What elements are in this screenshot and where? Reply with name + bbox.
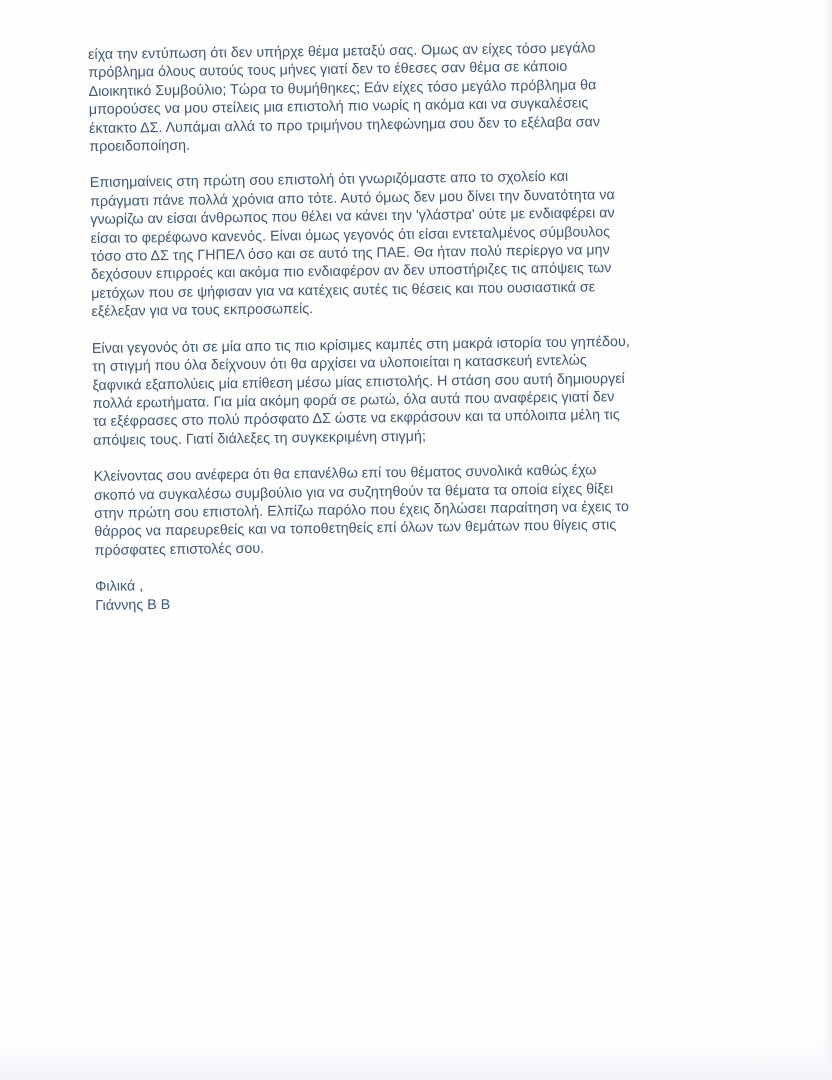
paragraph-4 [94,460,725,560]
text-line: πρόβλημα όλους αυτούς τους μήνες γιατί δεν το έθεσες σαν θέμα σε κάποιο [88,59,568,82]
text-line: σκοπό να συγκαλέσω συμβούλιο για να συζητηθούν τα θέματα τα οποία είχες θίξει [93,480,614,504]
text-line: προειδοποίηση. [89,137,191,156]
text-line: γνωρίζω αν είσαι άνθρωπος που θέλει να κάνει την 'γλάστρα' ούτε με ενδιαφέρει αν [90,205,615,229]
text-line: είσαι το φερέφωνο κανενός. Είναι όμως γεγονός ότι είσαι εντεταλμένος σύμβουλος [90,223,611,247]
letter-body [88,38,726,633]
paragraph-3 [92,331,723,450]
text-line: δεχόσουν επιρροές και ακόμα πιο ενδιαφέρον αν δεν υποστήριζες τις απόψεις των [90,260,612,284]
paragraph-1 [88,38,719,157]
text-line: εξέλεξαν για να τους εκπροσωπείς. [91,301,314,321]
text-line: τα εξέφρασες στο πολύ πρόσφατο ΔΣ ώστε να εκφράσουν και τα υπόλοιπα μέλη τις [92,407,620,431]
text-line: πράγματι πάνε πολλά χρόνια απο τότε. Αυτό όμως δεν μου δίνει την δυνατότητα να [89,186,615,210]
text-line: είχα την εντύπωση ότι δεν υπήρχε θέμα μεταξύ σας. Ομως αν είχες τόσο μεγάλο [88,40,596,63]
text-line: Διοικητικό Συμβούλιο; Τώρα το θυμήθηκες; Εάν είχες τόσο μεγάλο πρόβλημα θα [88,77,597,100]
text-line: πολλά ερωτήματα. Για μία ακόμη φορά σε ρωτώ, όλα αυτά που αναφέρεις γιατί δεν [92,389,615,412]
text-line: στην πρώτη σου επιστολή. Ελπίζω παρόλο που έχεις δηλώσει παραίτηση να έχεις το [94,498,629,522]
text-line: ξαφνικά εξαπολύεις μία επίθεση μέσω μίας επιστολής. Η στάση σου αυτή δημιουργεί [92,370,625,394]
text-line: τόσο στο ΔΣ της ΓΗΠΕΛ όσο και σε αυτό της ΠΑΕ. Θα ήταν πολύ περίεργο να μην [90,242,610,266]
signature-name: Γιάννης Β Β [95,596,171,614]
salutation: Φιλικά , [94,578,144,596]
scan-shadow-right [822,0,832,1080]
text-line: Επισημαίνεις στη πρώτη σου επιστολή ότι γνωριζόμαστε απο το σχολείο και [89,169,569,192]
closing-block [95,570,725,615]
text-line: μπορούσες να μου στείλεις μια επιστολή πιο νωρίς η ακόμα και να συγκαλέσεις [88,95,589,119]
scan-shadow-bottom [0,1038,832,1080]
text-line: θάρρος να παρευρεθείς και να τοποθετηθείς επί όλων των θεμάτων που θίγεις στις [94,517,617,541]
text-line: μετόχων που σε ψήφισαν για να κατέχεις αυτές τις θέσεις και που ουσιαστικά σε [91,279,596,302]
text-line: Κλείνοντας σου ανέφερα ότι θα επανέλθω επί του θέματος συνολικά καθώς έχω [93,462,597,486]
text-line: πρόσφατες επιστολές σου. [94,540,265,559]
scan-speck: · · [44,12,53,22]
text-line: απόψεις τους. Γιατί διάλεξες τη συγκεκριμένη στιγμή; [93,428,427,449]
text-line: έκτακτο ΔΣ. Λυπάμαι αλλά το προ τριμήνου τηλεφώνημα σου δεν το εξέλαβα σαν [88,113,601,137]
paragraph-2 [90,166,722,321]
text-line: Είναι γεγονός ότι σε μία απο τις πιο κρίσιμες καμπές στη μακρά ιστορία του γηπέδου, [91,333,630,357]
text-line: τη στιγμή που όλα δείχνουν ότι θα αρχίσει να υλοποιείται η κατασκευή εντελώς [92,352,587,376]
